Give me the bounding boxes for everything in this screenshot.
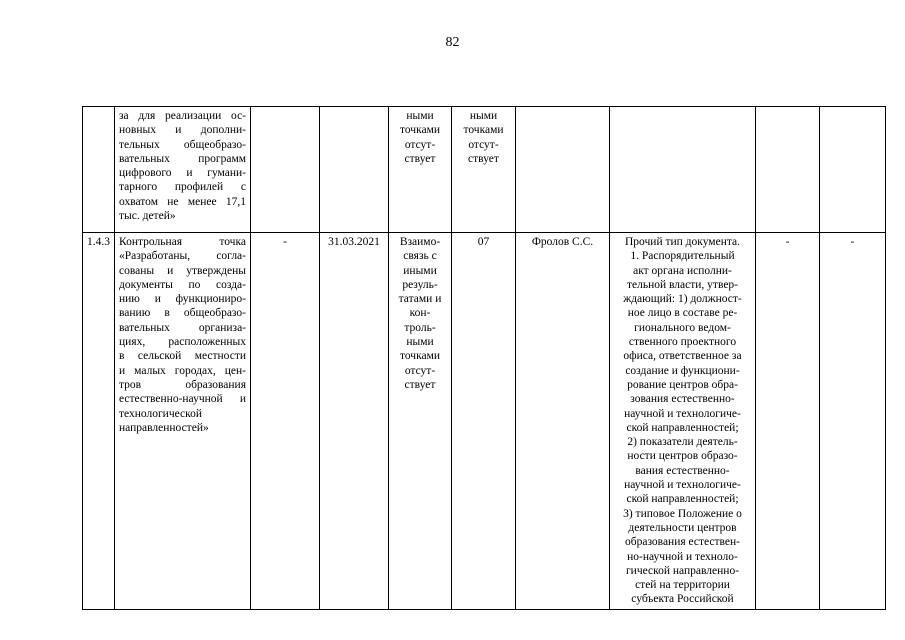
- col9-cell: [756, 107, 820, 233]
- responsible-cell: Фролов С.С.: [516, 233, 610, 610]
- text-line: связь с: [403, 250, 437, 263]
- document-table: [82, 106, 886, 610]
- text-line: Контрольная точка: [119, 236, 246, 248]
- text-line: нию и функциониро-: [119, 293, 246, 306]
- text-line: создание и функциони-: [625, 364, 740, 377]
- relation-cell: [389, 107, 452, 233]
- text-line: 1. Распорядительный: [630, 250, 735, 263]
- text-line: за для реализации ос-: [119, 110, 246, 122]
- text-line: гионального ведом-: [634, 321, 731, 334]
- text-line: деятельности центров: [628, 521, 737, 534]
- text-line: иными: [403, 264, 437, 277]
- text-line: образования естествен-: [624, 536, 741, 549]
- text-line: резуль-: [402, 278, 438, 291]
- row-number-cell: 1.4.3: [83, 233, 115, 610]
- text-line: новных и дополни-: [119, 124, 246, 137]
- text-line: ванию в общеобразо-: [119, 307, 246, 320]
- text-line: вания естественно-: [635, 464, 730, 477]
- text-line: тров образования: [119, 378, 246, 391]
- text-line: ской направленностей;: [626, 421, 739, 434]
- text-line: вательных программ: [119, 152, 246, 165]
- text-line: тыс. детей»: [119, 210, 176, 223]
- text-line: 3) типовое Положение о: [623, 507, 742, 520]
- text-line: вательных организа-: [119, 321, 246, 334]
- text-line: ждающий: 1) должност-: [623, 293, 742, 306]
- text-line: Взаимо-: [399, 236, 441, 248]
- end-date-cell: 31.03.2021: [320, 233, 389, 610]
- text-line: тельной власти, утвер-: [626, 278, 739, 291]
- text-line: технологической: [119, 407, 203, 420]
- text-line: точками: [399, 350, 441, 363]
- type-cell: [452, 107, 516, 233]
- text-line: ствует: [468, 152, 499, 165]
- text-line: «Разработаны, согла-: [119, 250, 246, 263]
- text-line: кон-: [409, 307, 431, 320]
- text-line: циях, расположенных: [119, 336, 246, 349]
- start-date-cell: -: [251, 233, 320, 610]
- text-line: ствует: [404, 378, 436, 391]
- page-number: 82: [445, 35, 460, 50]
- text-line: акт органа исполни-: [633, 264, 732, 277]
- text-line: ными: [406, 110, 434, 122]
- text-line: троль-: [404, 321, 436, 334]
- start-date-cell: [251, 107, 320, 233]
- text-line: татами и: [398, 293, 442, 306]
- text-line: стей на территории: [635, 579, 730, 592]
- col10-cell: [820, 107, 886, 233]
- text-line: ными: [406, 336, 434, 349]
- description-cell: [115, 107, 251, 233]
- col9-cell: -: [756, 233, 820, 610]
- relation-cell: [389, 233, 452, 610]
- text-line: точками: [399, 124, 441, 137]
- text-line: ности центров образо-: [627, 450, 738, 463]
- text-line: субъекта Российской: [631, 593, 734, 606]
- type-cell: [452, 233, 516, 610]
- row-number-cell: [83, 107, 115, 233]
- end-date-cell: [320, 107, 389, 233]
- text-line: рование центров обра-: [627, 378, 738, 391]
- document-cell: [610, 233, 756, 610]
- text-line: и малых городах, цен-: [119, 364, 246, 377]
- text-line: в сельской местности: [119, 350, 246, 363]
- text-line: цифрового и гумани-: [119, 167, 246, 180]
- text-line: тельных общеобразо-: [119, 138, 246, 151]
- text-line: ственного проектного: [628, 336, 737, 349]
- responsible-cell: [516, 107, 610, 233]
- text-line: ное лицо в составе ре-: [627, 307, 738, 320]
- document-cell: [610, 107, 756, 233]
- table-row: [83, 233, 886, 610]
- text-line: гической направленно-: [625, 564, 740, 577]
- text-line: научной и технологиче-: [624, 407, 741, 420]
- text-line: охватом не менее 17,1: [119, 195, 246, 208]
- text-line: направленностей»: [119, 421, 209, 434]
- text-line: научной и технологиче-: [624, 479, 741, 492]
- text-line: но-научной и техноло-: [627, 550, 738, 563]
- text-line: Прочий тип документа.: [625, 236, 740, 248]
- text-line: зования естественно-: [630, 393, 735, 406]
- text-line: естественно-научной и: [119, 393, 246, 406]
- text-line: ской направленностей;: [626, 493, 739, 506]
- description-cell: [115, 233, 251, 610]
- text-line: 07: [477, 236, 490, 248]
- text-line: ными: [469, 110, 498, 122]
- text-line: отсут-: [404, 364, 436, 377]
- text-line: документы по созда-: [119, 278, 246, 291]
- text-line: офиса, ответственное за: [623, 350, 742, 363]
- text-line: отсут-: [404, 138, 436, 151]
- text-line: точками: [463, 124, 504, 137]
- text-line: тарного профилей с: [119, 181, 246, 194]
- text-line: сованы и утверждены: [119, 264, 246, 277]
- col10-cell: -: [820, 233, 886, 610]
- text-line: отсут-: [468, 138, 499, 151]
- table-row: [83, 107, 886, 233]
- text-line: ствует: [404, 152, 436, 165]
- text-line: 2) показатели деятель-: [627, 436, 738, 449]
